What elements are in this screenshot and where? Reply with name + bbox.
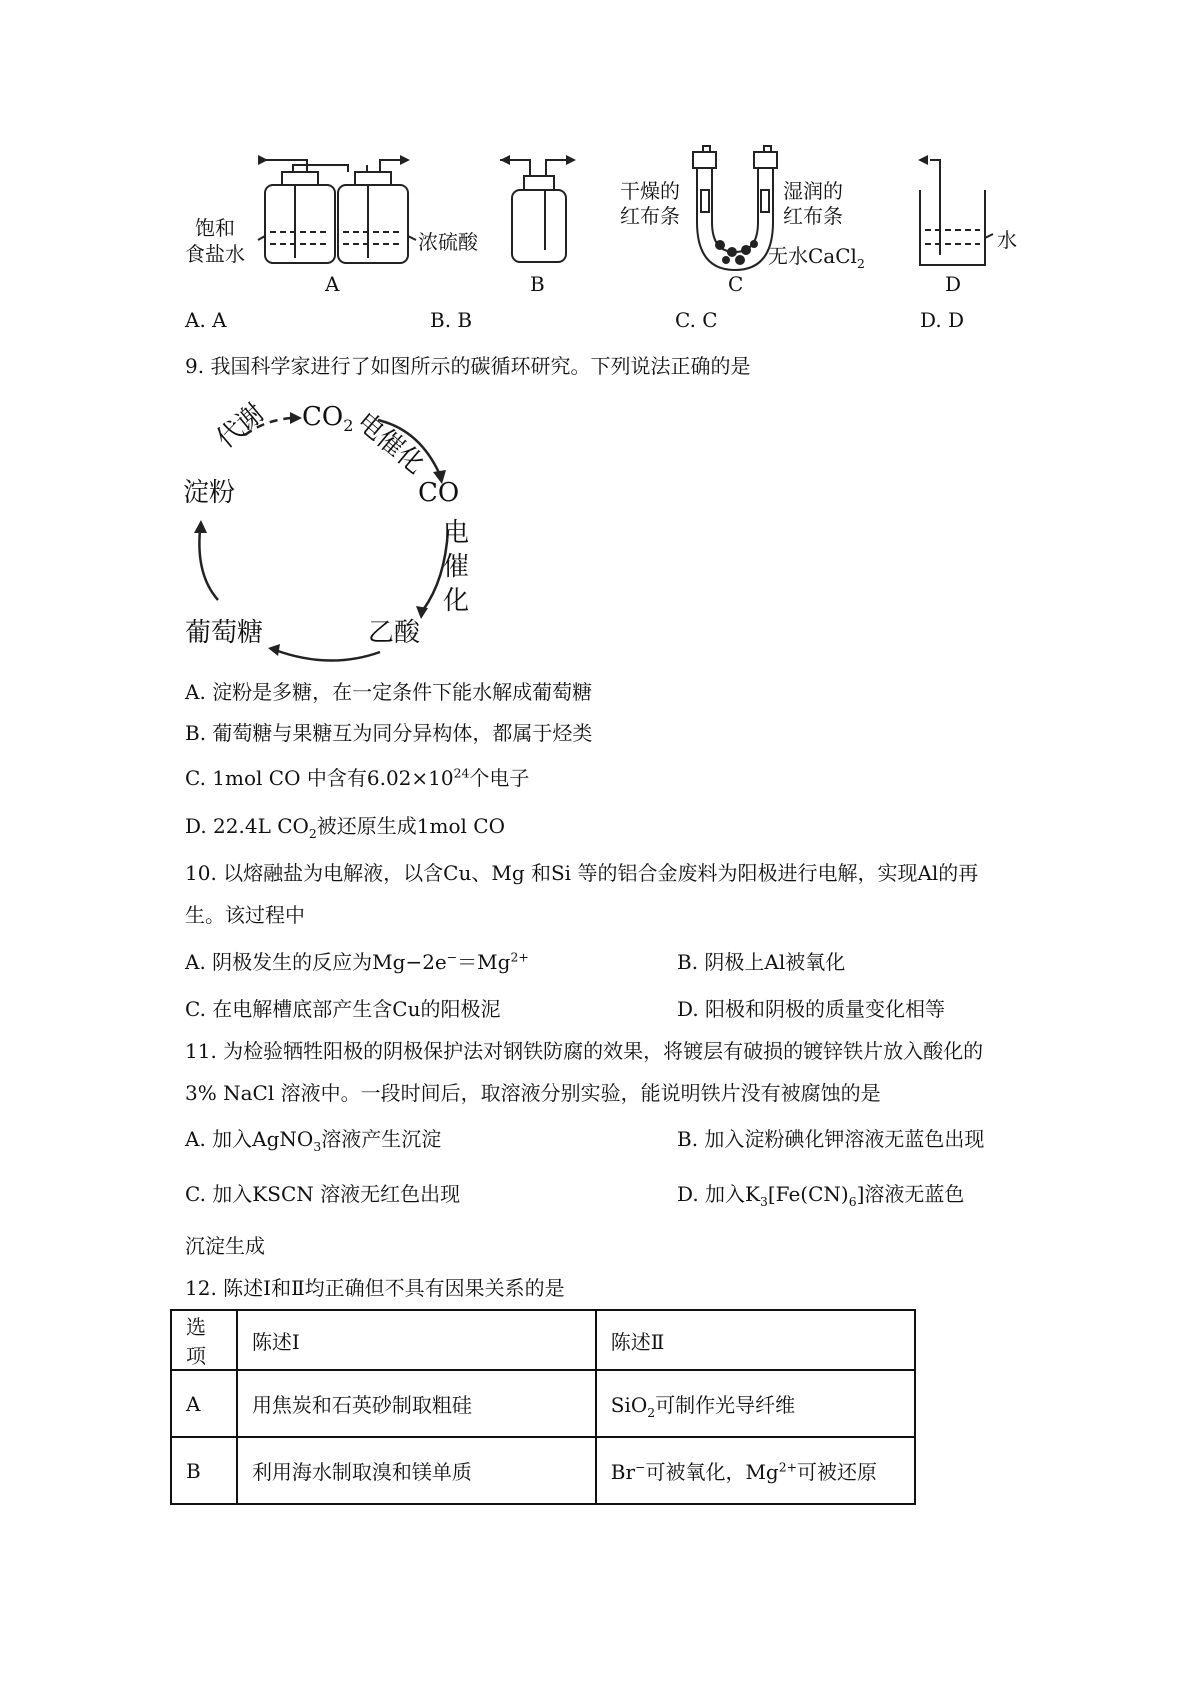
label-wet-1: 湿润的 (783, 179, 843, 203)
row-option: A (171, 1370, 237, 1437)
table-header-row (171, 1310, 915, 1370)
q8-option-a: A. A (185, 308, 227, 332)
q11-option-d: D. 加入$K_3[Fe(CN)_6]$溶液无蓝色 (677, 1182, 965, 1209)
cycle-acetic-acid: 乙酸 (368, 618, 421, 648)
q9-option-b: B. 葡萄糖与果糖互为同分异构体，都属于烃类 (185, 721, 593, 745)
table-row (171, 1370, 915, 1437)
label-dry-2: 红布条 (620, 204, 680, 228)
cycle-electro-char-3: 化 (443, 586, 470, 616)
q10-stem-line1: 10. 以熔融盐为电解液，以含Cu、Mg 和Si 等的铝合金废料为阳极进行电解，实现Al的再 (185, 861, 979, 885)
letter-B: B (530, 272, 545, 296)
cycle-electro-char-1: 电 (443, 518, 470, 548)
cycle-glucose: 葡萄糖 (185, 618, 264, 648)
cycle-starch: 淀粉 (183, 478, 236, 508)
q9-option-a: A. 淀粉是多糖，在一定条件下能水解成葡萄糖 (185, 680, 593, 704)
statement-table (170, 1309, 916, 1505)
cycle-co: CO (418, 478, 460, 508)
q9-option-c: C. 1mol CO 中含有$6.02\times 10^{24}$个电子 (185, 765, 530, 790)
q10-option-b: B. 阴极上Al被氧化 (677, 950, 846, 974)
letter-C: C (728, 272, 744, 296)
q11-option-c: C. 加入KSCN 溶液无红色出现 (185, 1182, 461, 1206)
q10-option-d: D. 阳极和阴极的质量变化相等 (677, 997, 946, 1021)
cycle-metabolism: 代谢 (211, 398, 271, 455)
row-statement-2: Br−可被氧化，$Mg^{2+}$可被还原 (596, 1437, 915, 1504)
row-statement-2: SiO$_2$可制作光导纤维 (596, 1370, 915, 1437)
cycle-co2: $CO_2$ (302, 402, 354, 436)
row-option: B (171, 1437, 237, 1504)
label-conc-sulfuric: 浓硫酸 (418, 230, 478, 254)
label-cacl2: 无水CaCl$_2$ (768, 244, 865, 271)
q11-option-b: B. 加入淀粉碘化钾溶液无蓝色出现 (677, 1127, 985, 1151)
q8-option-c: C. C (675, 308, 718, 332)
q12-stem: 12. 陈述Ⅰ和Ⅱ均正确但不具有因果关系的是 (185, 1276, 565, 1300)
q10-stem-line2: 生。该过程中 (185, 903, 305, 927)
label-water: 水 (997, 228, 1017, 252)
label-dry-1: 干燥的 (620, 179, 680, 203)
q9-option-d: D. 22.4L $CO_2$被还原生成1mol CO (185, 814, 505, 841)
letter-D: D (945, 272, 962, 296)
q11-stem-line1: 11. 为检验牺牲阳极的阴极保护法对钢铁防腐的效果，将镀层有破损的镀锌铁片放入酸化的 (185, 1039, 984, 1063)
q10-option-a: A. 阴极发生的反应为$Mg-2e^-=Mg^{2+}$ (185, 949, 529, 974)
q10-option-c: C. 在电解槽底部产生含Cu的阳极泥 (185, 997, 501, 1021)
header-statement-2: 陈述Ⅱ (596, 1310, 915, 1370)
row-statement-1: 用焦炭和石英砂制取粗硅 (237, 1370, 596, 1437)
header-statement-1: 陈述Ⅰ (237, 1310, 596, 1370)
q11-option-a: A. 加入AgNO$_3$溶液产生沉淀 (185, 1127, 442, 1154)
table-row (171, 1437, 915, 1504)
q11-option-d-continued: 沉淀生成 (185, 1234, 265, 1258)
cycle-electrocatalysis-top: 电催化 (350, 406, 430, 481)
cycle-electro-char-2: 催 (443, 552, 470, 582)
q8-option-d: D. D (920, 308, 965, 332)
apparatus-figure (0, 0, 1200, 300)
header-option: 选项 (171, 1310, 237, 1370)
label-saturated-2: 食盐水 (185, 242, 245, 266)
q9-stem: 9. 我国科学家进行了如图所示的碳循环研究。下列说法正确的是 (185, 354, 751, 378)
label-wet-2: 红布条 (783, 204, 843, 228)
carbon-cycle-diagram (0, 390, 600, 670)
row-statement-1: 利用海水制取溴和镁单质 (237, 1437, 596, 1504)
label-saturated-1: 饱和 (195, 216, 235, 240)
q8-option-b: B. B (430, 308, 473, 332)
q11-stem-line2: 3% NaCl 溶液中。一段时间后，取溶液分别实验，能说明铁片没有被腐蚀的是 (185, 1081, 881, 1105)
letter-A: A (325, 272, 340, 296)
